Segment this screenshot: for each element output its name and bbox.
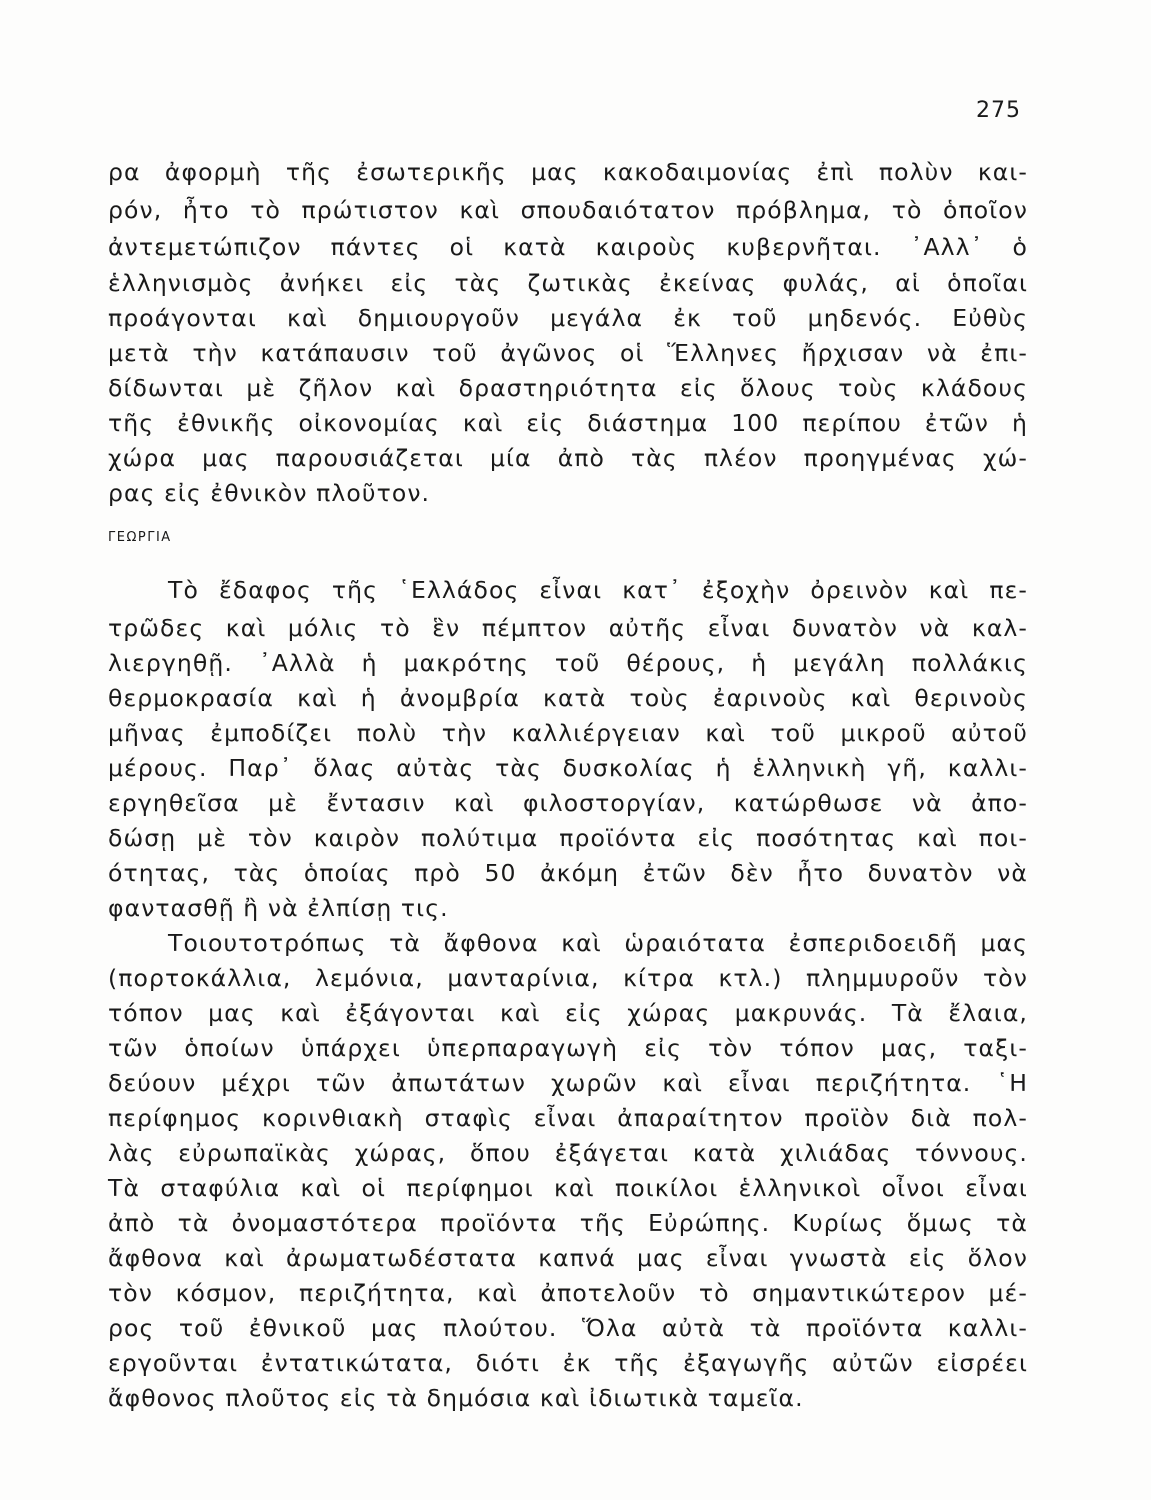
text-line: χώρα μας παρουσιάζεται μία ἀπὸ τὰς πλέον προηγμένας χώ- [108, 444, 1028, 472]
text-line: τόπον μας καὶ ἐξάγονται καὶ εἰς χώρας μακρυνάς. Τὰ ἔλαια, [108, 999, 1028, 1027]
text-line: μετὰ τὴν κατάπαυσιν τοῦ ἀγῶνος οἱ Ἕλληνες ἤρχισαν νὰ ἐπι- [108, 339, 1028, 367]
section-heading: ΓΕΩΡΓΙΑ [108, 530, 172, 545]
text-line: δεύουν μέχρι τῶν ἀπωτάτων χωρῶν καὶ εἶναι περιζήτητα. ῾Η [108, 1069, 1028, 1097]
text-line: ἄφθονος πλοῦτος εἰς τὰ δημόσια καὶ ἰδιωτικὰ ταμεῖα. [108, 1384, 804, 1412]
text-line: δίδωνται μὲ ζῆλον καὶ δραστηριότητα εἰς ὅλους τοὺς κλάδους [108, 374, 1028, 402]
text-line: περίφημος κορινθιακὴ σταφὶς εἶναι ἀπαραίτητον προϊὸν διὰ πολ- [108, 1104, 1028, 1132]
text-line: τῶν ὁποίων ὑπάρχει ὑπερπαραγωγὴ εἰς τὸν τόπον μας, ταξι- [108, 1034, 1028, 1062]
text-line: τὸν κόσμον, περιζήτητα, καὶ ἀποτελοῦν τὸ σημαντικώτερον μέ- [108, 1279, 1028, 1307]
text-line: φαντασθῇ ἢ νὰ ἐλπίσῃ τις. [108, 894, 449, 922]
text-line: λὰς εὐρωπαϊκὰς χώρας, ὅπου ἐξάγεται κατὰ χιλιάδας τόννους. [108, 1139, 1028, 1167]
text-line: μέρους. Παρ᾿ ὅλας αὐτὰς τὰς δυσκολίας ἡ ἑλληνικὴ γῆ, καλλι- [108, 754, 1028, 782]
text-line: δώσῃ μὲ τὸν καιρὸν πολύτιμα προϊόντα εἰς ποσότητας καὶ ποι- [108, 824, 1028, 852]
text-line: (πορτοκάλλια, λεμόνια, μανταρίνια, κίτρα κτλ.) πλημμυροῦν τὸν [108, 964, 1028, 992]
text-line: τῆς ἐθνικῆς οἰκονομίας καὶ εἰς διάστημα 100 περίπου ἐτῶν ἡ [108, 409, 1028, 437]
text-line: ρόν, ἦτο τὸ πρώτιστον καὶ σπουδαιότατον πρόβλημα, τὸ ὁποῖον [108, 196, 1028, 224]
text-line: ότητας, τὰς ὁποίας πρὸ 50 ἀκόμη ἐτῶν δὲν ἦτο δυνατὸν νὰ [108, 859, 1028, 887]
text-line: εργοῦνται ἐντατικώτατα, διότι ἐκ τῆς ἐξαγωγῆς αὐτῶν εἰσρέει [108, 1349, 1028, 1377]
text-line: ἄφθονα καὶ ἀρωματωδέστατα καπνά μας εἶναι γνωστὰ εἰς ὅλον [108, 1244, 1028, 1272]
text-line: Τοιουτοτρόπως τὰ ἄφθονα καὶ ὡραιότατα ἐσπεριδοειδῆ μας [168, 929, 1028, 957]
text-line: θερμοκρασία καὶ ἡ ἀνομβρία κατὰ τοὺς ἐαρινοὺς καὶ θερινοὺς [108, 684, 1028, 712]
text-line: μῆνας ἐμποδίζει πολὺ τὴν καλλιέργειαν καὶ τοῦ μικροῦ αὐτοῦ [108, 719, 1028, 747]
text-line: ρος τοῦ ἐθνικοῦ μας πλούτου. Ὅλα αὐτὰ τὰ προϊόντα καλλι- [108, 1314, 1028, 1342]
page-number: 275 [976, 98, 1021, 123]
text-line: τρῶδες καὶ μόλις τὸ ἓν πέμπτον αὐτῆς εἶναι δυνατὸν νὰ καλ- [108, 614, 1028, 642]
text-line: Τὰ σταφύλια καὶ οἱ περίφημοι καὶ ποικίλοι ἑλληνικοὶ οἶνοι εἶναι [108, 1174, 1028, 1202]
text-line: ἀντεμετώπιζον πάντες οἱ κατὰ καιροὺς κυβερνῆται. ᾿Αλλ᾿ ὁ [108, 233, 1028, 261]
text-line: ἀπὸ τὰ ὀνομαστότερα προϊόντα τῆς Εὐρώπης. Κυρίως ὅμως τὰ [108, 1209, 1028, 1237]
text-line: ρα ἀφορμὴ τῆς ἐσωτερικῆς μας κακοδαιμονίας ἐπὶ πολὺν και- [108, 158, 1028, 186]
text-line: εργηθεῖσα μὲ ἔντασιν καὶ φιλοστοργίαν, κατώρθωσε νὰ ἀπο- [108, 789, 1028, 817]
text-line: λιεργηθῇ. ᾿Αλλὰ ἡ μακρότης τοῦ θέρους, ἡ μεγάλη πολλάκις [108, 649, 1028, 677]
text-line: ἑλληνισμὸς ἀνήκει εἰς τὰς ζωτικὰς ἐκείνας φυλάς, αἱ ὁποῖαι [108, 269, 1028, 297]
text-line: ρας εἰς ἐθνικὸν πλοῦτον. [108, 479, 431, 507]
text-line: προάγονται καὶ δημιουργοῦν μεγάλα ἐκ τοῦ μηδενός. Εὐθὺς [108, 304, 1028, 332]
text-line: Τὸ ἔδαφος τῆς ῾Ελλάδος εἶναι κατ᾿ ἐξοχὴν ὀρεινὸν καὶ πε- [168, 576, 1028, 604]
